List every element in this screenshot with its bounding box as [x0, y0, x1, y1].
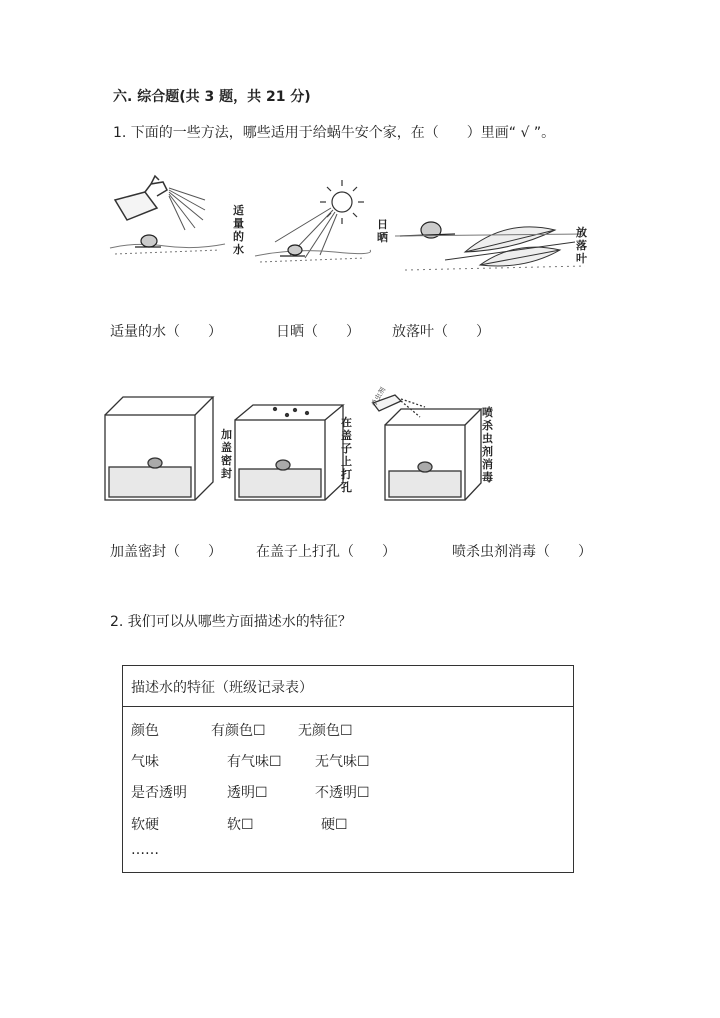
label-spray-image: 喷杀虫剂消毒: [482, 406, 493, 484]
option-holes[interactable]: 在盖子上打孔（ ）: [256, 544, 396, 560]
water-features-table: [122, 665, 574, 873]
question-2-prompt: 2. 我们可以从哪些方面描述水的特征？: [110, 614, 352, 630]
option-leaves[interactable]: 放落叶（ ）: [392, 324, 490, 340]
row-label: 是否透明: [131, 785, 187, 801]
question-1-prompt: 1. 下面的一些方法，哪些适用于给蜗牛安个家，在（ ）里画“ √ ”。: [113, 125, 556, 141]
option-water[interactable]: 适量的水（ ）: [110, 324, 222, 340]
option-sun[interactable]: 日晒（ ）: [276, 324, 360, 340]
row-label: 气味: [131, 754, 159, 770]
label-holes-image: 在盖子上打孔: [341, 416, 352, 494]
option-checkbox[interactable]: 透明☐: [227, 785, 268, 801]
option-checkbox[interactable]: 有气味☐: [227, 754, 282, 770]
label-insecticide-bottle: 杀虫剂: [369, 385, 388, 409]
option-spray[interactable]: 喷杀虫剂消毒（ ）: [452, 544, 592, 560]
label-seal-image: 加盖密封: [221, 428, 232, 480]
sealed-box-icon: [105, 397, 213, 500]
option-checkbox[interactable]: 硬☐: [321, 817, 348, 833]
option-checkbox[interactable]: 无颜色☐: [298, 723, 353, 739]
label-water-image: 适量的水: [233, 204, 244, 256]
water-spray-lines: [169, 188, 205, 230]
snail-icon-2: [280, 245, 305, 256]
ground-line-2: [255, 250, 371, 262]
ellipsis: ……: [131, 842, 159, 858]
option-checkbox[interactable]: 软☐: [227, 817, 254, 833]
row-label: 软硬: [131, 817, 159, 833]
table-header: [123, 666, 573, 707]
spray-bottle-icon: [115, 176, 167, 220]
sprayed-box-icon: [373, 395, 481, 500]
table-title: 描述水的特征（班级记录表）: [131, 680, 313, 696]
snail-habitat-illustration-2: [95, 385, 515, 505]
option-seal[interactable]: 加盖密封（ ）: [110, 544, 222, 560]
label-leaves-image: 放落叶: [576, 226, 587, 265]
label-sun-image: 日晒: [377, 218, 388, 244]
ground-line-1: [110, 244, 225, 254]
option-checkbox[interactable]: 无气味☐: [315, 754, 370, 770]
box-with-holes-icon: [235, 405, 343, 500]
leaves-icon: [445, 227, 575, 266]
section-title: 六. 综合题(共 3 题，共 21 分): [113, 89, 311, 105]
snail-habitat-illustration-1: [105, 170, 595, 280]
option-checkbox[interactable]: 有颜色☐: [211, 723, 266, 739]
row-label: 颜色: [131, 723, 159, 739]
option-checkbox[interactable]: 不透明☐: [315, 785, 370, 801]
